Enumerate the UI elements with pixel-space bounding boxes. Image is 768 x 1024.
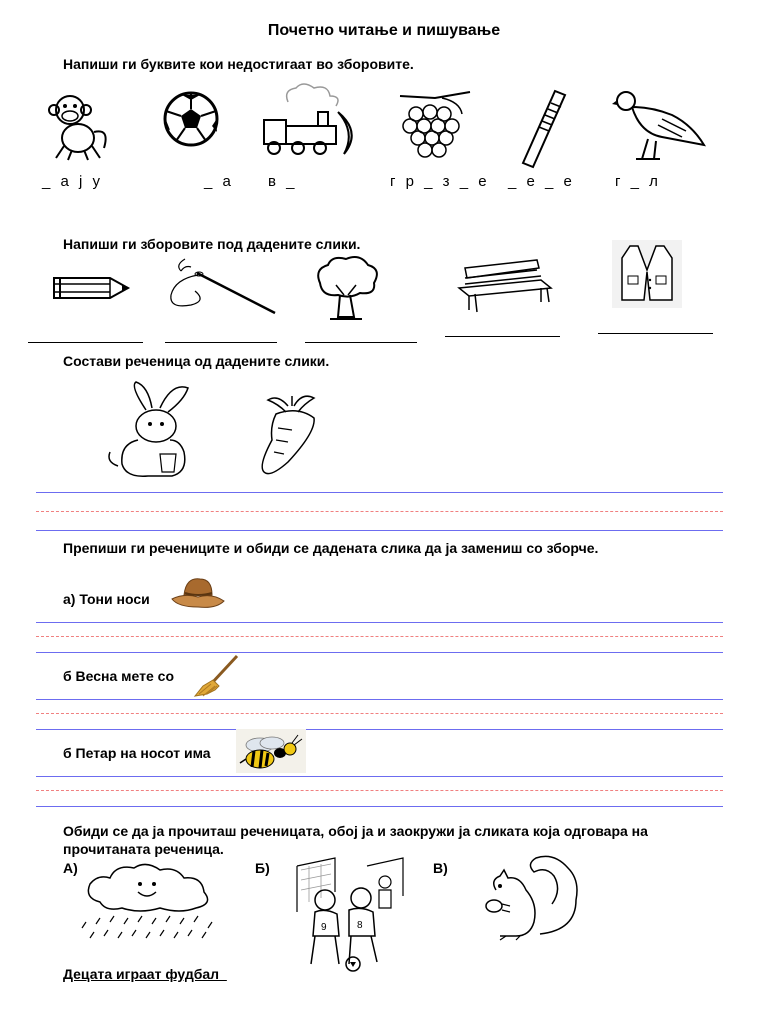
missing-letters-word-4: г р _ з _ е	[390, 173, 490, 190]
writing-line-middle	[36, 511, 723, 512]
sentence-c: б Петар на носот има	[63, 745, 211, 761]
carrot-icon	[258, 392, 326, 478]
kids-playing-football-icon[interactable]	[295, 852, 407, 974]
needle-thread-icon	[165, 255, 280, 317]
broom-icon	[193, 654, 241, 698]
answer-line-5[interactable]	[598, 333, 713, 334]
writing-line-c-top	[36, 776, 723, 777]
section4-instruction: Препиши ги речениците и обиди се дадената слика да ја замениш со зборче.	[63, 540, 599, 556]
pencil-icon	[52, 270, 132, 306]
section5-instruction-line2: прочитаната реченица.	[63, 841, 224, 857]
option-c-label: В)	[433, 860, 448, 876]
option-a-label: А)	[63, 860, 78, 876]
section3-instruction: Состави реченица од дадените слики.	[63, 353, 330, 369]
writing-line-b-top	[36, 699, 723, 700]
soccer-ball-icon	[162, 90, 220, 148]
sentence-b: б Весна мете со	[63, 668, 174, 684]
hat-icon	[170, 575, 225, 611]
rain-cloud-icon[interactable]	[80, 862, 218, 947]
writing-line-a-bottom	[36, 652, 723, 653]
svg-text:9: 9	[321, 922, 327, 933]
monkey-icon	[42, 88, 117, 163]
answer-line-3[interactable]	[305, 342, 417, 343]
rabbit-icon	[108, 380, 203, 482]
answer-line-4[interactable]	[445, 336, 560, 337]
writing-line-c-bottom	[36, 806, 723, 807]
writing-line-c-middle	[36, 790, 723, 791]
missing-letters-word-1: _ а ј у	[42, 173, 104, 190]
writing-line-bottom	[36, 530, 723, 531]
answer-line-1[interactable]	[28, 342, 143, 343]
section1-instruction: Напиши ги буквите кои недостигаат во зборовите.	[63, 56, 414, 72]
grapes-icon	[390, 88, 480, 163]
writing-line-a-middle	[36, 636, 723, 637]
writing-line-a-top	[36, 622, 723, 623]
vest-icon	[612, 240, 682, 308]
svg-text:8: 8	[357, 920, 363, 931]
missing-letters-word-5: _ е _ е	[508, 173, 575, 190]
missing-letters-word-6: г _ л	[615, 173, 661, 190]
writing-line-b-middle	[36, 713, 723, 714]
page-title: Почетно читање и пишување	[267, 22, 501, 39]
missing-letters-word-3: в _	[268, 173, 298, 190]
sentence-a: а) Тони носи	[63, 591, 150, 607]
missing-letters-word-2: _ а	[204, 173, 234, 190]
squirrel-icon[interactable]	[480, 850, 585, 942]
train-icon	[258, 82, 363, 162]
tree-icon	[310, 255, 382, 325]
bench-icon	[455, 258, 555, 316]
section2-instruction: Напиши ги зборовите под дадените слики.	[63, 236, 361, 252]
reading-sentence: Децата играат фудбал	[63, 966, 227, 982]
writing-line-b-bottom	[36, 729, 723, 730]
comb-icon	[515, 85, 570, 170]
section5-instruction-line1: Обиди се да ја прочиташ реченицата, обој ја и заокружи ја сликата која одговара на	[63, 823, 648, 839]
pigeon-icon	[612, 85, 710, 165]
option-b-label: Б)	[255, 860, 270, 876]
writing-line-top	[36, 492, 723, 493]
answer-line-2[interactable]	[165, 342, 277, 343]
wasp-icon	[236, 729, 306, 773]
